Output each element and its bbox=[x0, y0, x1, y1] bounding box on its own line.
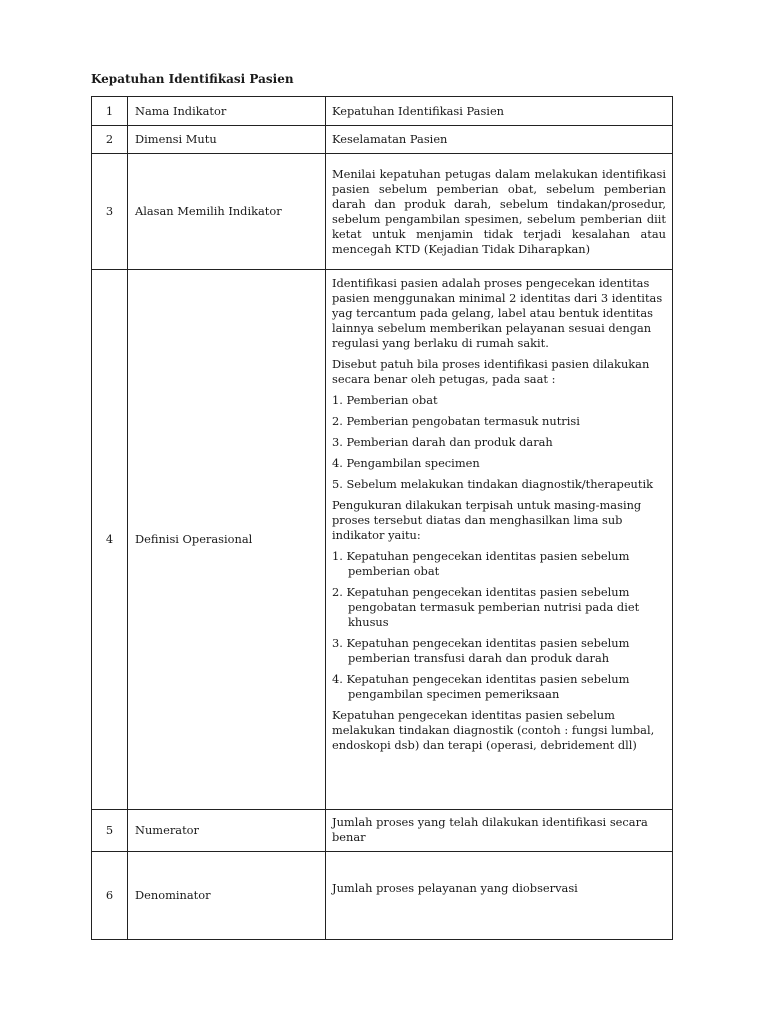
table-row bbox=[92, 126, 673, 154]
row-number: 1 bbox=[92, 97, 128, 126]
row-number: 6 bbox=[92, 852, 128, 940]
list-item: 1. Kepatuhan pengecekan identitas pasien sebelum pemberian obat bbox=[332, 549, 630, 578]
list-item: 3. Kepatuhan pengecekan identitas pasien sebelum pemberian transfusi darah dan produk darah bbox=[332, 636, 630, 665]
list-item: 4. Pengambilan specimen bbox=[332, 456, 480, 470]
list-item: 5. Sebelum melakukan tindakan diagnostik/therapeutik bbox=[332, 477, 654, 491]
definition-cell bbox=[326, 270, 673, 810]
compliance-intro: Disebut patuh bila proses identifikasi pasien dilakukan secara benar oleh petugas, pada saat : bbox=[332, 357, 650, 386]
row-number: 4 bbox=[92, 270, 128, 810]
definition-closing: Kepatuhan pengecekan identitas pasien sebelum melakukan tindakan diagnostik (contoh : fungsi lumbal, endoskopi dsb) dan terapi (operasi, debridement dll) bbox=[332, 708, 655, 752]
indicator-table bbox=[91, 96, 673, 940]
list-item: 3. Pemberian darah dan produk darah bbox=[332, 435, 553, 449]
row-label: Alasan Memilih Indikator bbox=[128, 154, 326, 270]
row-value: Jumlah proses yang telah dilakukan identifikasi secara benar bbox=[326, 810, 673, 852]
list-item: 2. Kepatuhan pengecekan identitas pasien sebelum pengobatan termasuk pemberian nutrisi pada diet khusus bbox=[332, 585, 640, 629]
compliance-list bbox=[332, 393, 666, 492]
row-value-cell bbox=[326, 154, 673, 270]
definition-intro: Identifikasi pasien adalah proses pengecekan identitas pasien menggunakan minimal 2 identitas dari 3 identitas yag tercantum pada gelang, label atau bentuk identitas lainnya sebelum memberikan pelayanan sesuai dengan regulasi yang berlaku di rumah sakit. bbox=[332, 276, 663, 350]
row-number: 2 bbox=[92, 126, 128, 154]
table-row bbox=[92, 810, 673, 852]
row-value: Keselamatan Pasien bbox=[326, 126, 673, 154]
row-number: 5 bbox=[92, 810, 128, 852]
list-item: 4. Kepatuhan pengecekan identitas pasien sebelum pengambilan specimen pemeriksaan bbox=[332, 672, 630, 701]
row-label: Denominator bbox=[128, 852, 326, 940]
row-value: Jumlah proses pelayanan yang diobservasi bbox=[326, 852, 673, 940]
row-label: Nama Indikator bbox=[128, 97, 326, 126]
row-label: Dimensi Mutu bbox=[128, 126, 326, 154]
row-value: Menilai kepatuhan petugas dalam melakukan identifikasi pasien sebelum pemberian obat, sebelum pemberian darah dan produk darah, sebelum tindakan/prosedur, sebelum pengambilan spesimen, sebelum pemberian diit ketat untuk menjamin tidak terjadi kesalahan atau mencegah KTD (Kejadian Tidak Diharapkan) bbox=[332, 166, 666, 256]
table-row bbox=[92, 154, 673, 270]
list-item: 2. Pemberian pengobatan termasuk nutrisi bbox=[332, 414, 580, 428]
row-label: Numerator bbox=[128, 810, 326, 852]
table-row bbox=[92, 97, 673, 126]
row-value: Kepatuhan Identifikasi Pasien bbox=[326, 97, 673, 126]
measurement-list bbox=[332, 549, 666, 702]
table-row bbox=[92, 270, 673, 810]
list-item: 1. Pemberian obat bbox=[332, 393, 438, 407]
row-label: Definisi Operasional bbox=[128, 270, 326, 810]
row-number: 3 bbox=[92, 154, 128, 270]
table-row bbox=[92, 852, 673, 940]
document-title: Kepatuhan Identifikasi Pasien bbox=[91, 72, 294, 86]
measurement-intro: Pengukuran dilakukan terpisah untuk masing-masing proses tersebut diatas dan menghasilkan lima sub indikator yaitu: bbox=[332, 498, 642, 542]
